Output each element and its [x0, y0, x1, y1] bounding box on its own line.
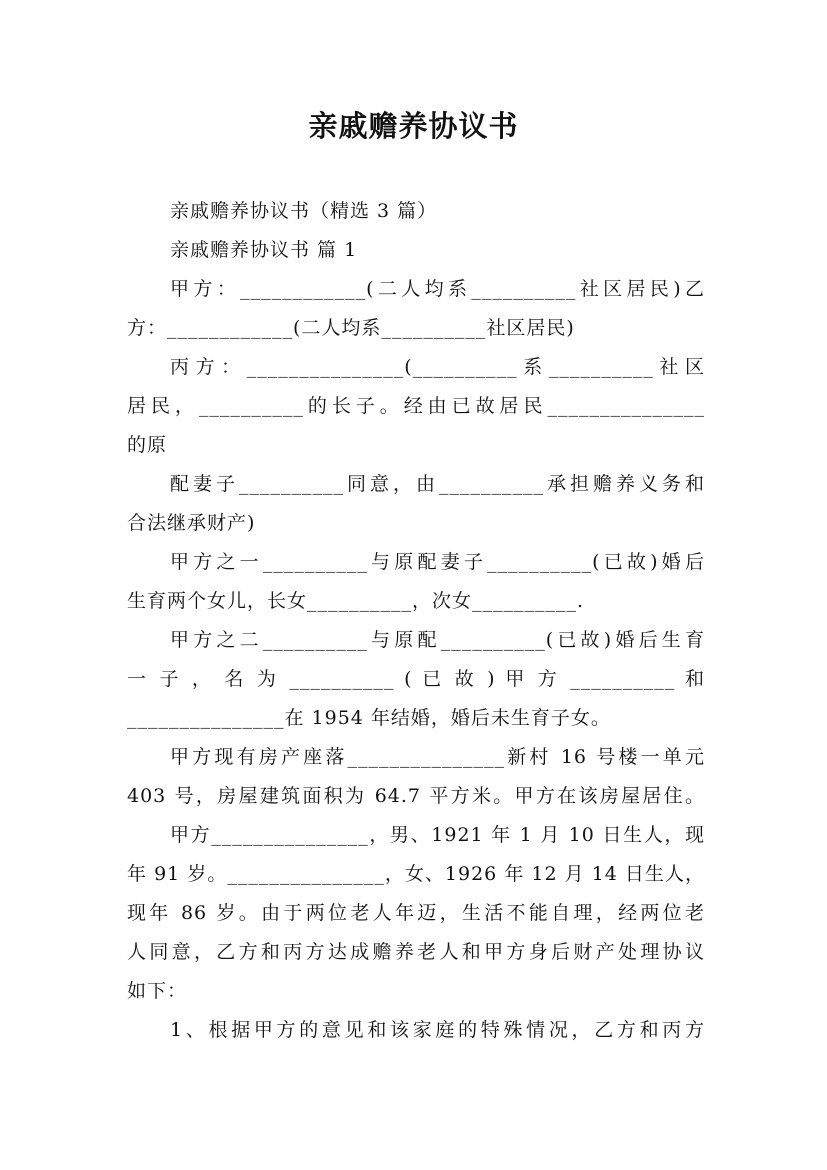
document-title: 亲戚赡养协议书 — [308, 109, 519, 143]
paragraph-line: 方：____________(二人均系__________社区居民) — [127, 317, 575, 339]
paragraph-line: 的原 — [127, 434, 168, 456]
paragraph-line: 1、根据甲方的意见和该家庭的特殊情况，乙方和丙方 — [170, 1019, 705, 1041]
section-heading: 亲戚赡养协议书 篇 1 — [170, 239, 358, 261]
paragraph-line: 甲方：____________(二人均系__________社区居民)乙 — [170, 278, 705, 300]
paragraph-line: 年 91 岁。_______________，女、1926 年 12 月 14 日生人， — [127, 863, 705, 885]
paragraph-line: _______________在 1954 年结婚，婚后未生育子女。 — [127, 707, 611, 729]
paragraph-line: 甲方之二__________与原配__________(已故)婚后生育 — [170, 629, 705, 651]
paragraph-line: 甲方之一__________与原配妻子__________(已故)婚后 — [170, 551, 705, 573]
paragraph-line: 现年 86 岁。由于两位老人年迈，生活不能自理，经两位老 — [127, 902, 705, 924]
paragraph-line: 配妻子__________同意，由__________承担赡养义务和 — [170, 473, 705, 495]
paragraph-line: 甲方_______________，男、1921 年 1 月 10 日生人，现 — [170, 824, 705, 846]
paragraph-line: 人同意，乙方和丙方达成赡养老人和甲方身后财产处理协议 — [127, 941, 705, 963]
paragraph-line: 生育两个女儿，长女__________，次女__________. — [127, 590, 585, 612]
paragraph-line: 如下： — [127, 980, 188, 1002]
paragraph-line: 居民，__________的长子。经由已故居民_______________ — [127, 395, 705, 417]
paragraph-line: 403 号，房屋建筑面积为 64.7 平方米。甲方在该房屋居住。 — [127, 785, 705, 807]
paragraph-line: 合法继承财产) — [127, 512, 256, 534]
paragraph-line: 丙方：_______________(__________系__________社区 — [170, 356, 705, 378]
subtitle-line: 亲戚赡养协议书（精选 3 篇） — [170, 200, 438, 222]
paragraph-line: 甲方现有房产座落_______________新村 16 号楼一单元 — [170, 746, 705, 768]
paragraph-line: 一 子 ， 名 为 __________ ( 已 故 ) 甲 方 __________ 和 — [127, 668, 705, 690]
